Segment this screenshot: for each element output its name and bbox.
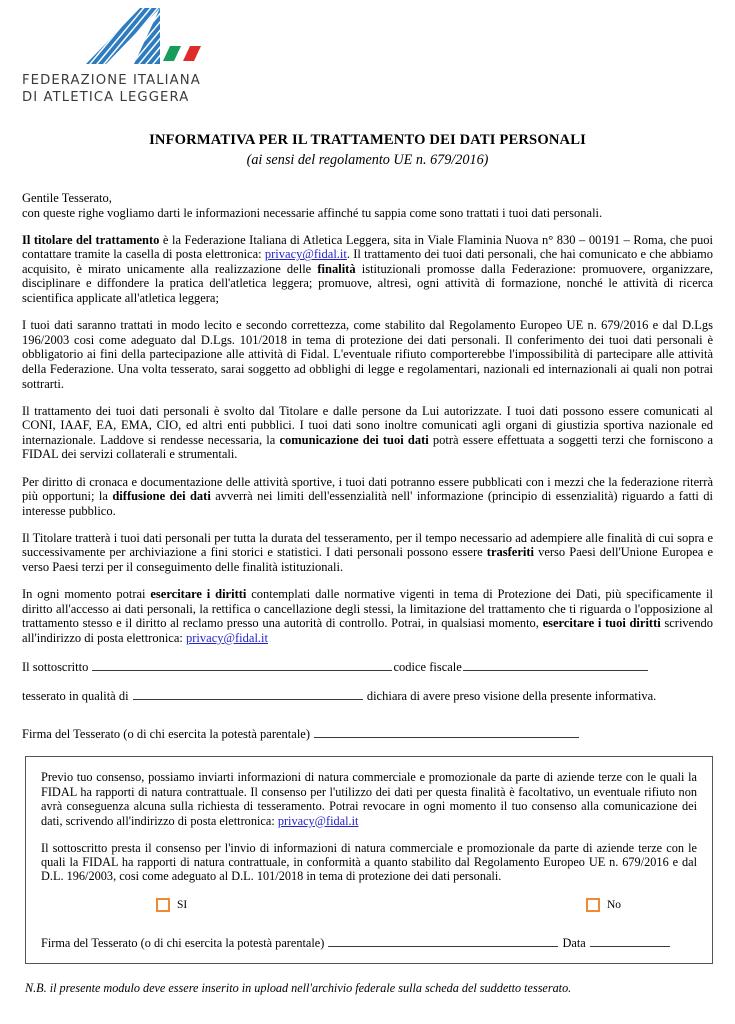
titolare-bold-lead: Il titolare del trattamento [22, 232, 160, 247]
checkbox-no-icon[interactable] [586, 898, 600, 912]
diritti-text-2: contemplati dalle normative vigenti in tema di Protezione dei Dati, più specificamente il diritto all'accesso ai dati personali, la rettifica o cancellazione degli stessi, la limitazione del trattamento che ti riguarda o l'opposizione al trattamento stesso e il diritto al reclamo presso una autorità di controllo. Potrai, in qualsiasi momento, [22, 587, 713, 631]
paragraph-diritti [22, 587, 713, 645]
paragraph-trattamento-lecito: I tuoi dati saranno trattati in modo lecito e secondo correttezza, come stabilito dal Regolamento Europeo UE n. 679/2016 e dal D.Lgs 196/2003 cosi come adeguato dal D.Lgs. 101/2018 in tema di protezione dei dati personali. Il conferimento dei tuoi dati personali è obbligatorio ai fini della partecipazione alle attività di Fidal. L'eventuale rifiuto comporterebbe l'impossibilità di partecipare alle attività della Federazione. Una volta tesserato, sarai soggetto ad obblighi di legge e regolamentari, nazionali ed internazionali ai quali non potrai sottrarti. [22, 318, 713, 391]
consent-intro-text: Previo tuo consenso, possiamo inviarti informazioni di natura commerciale e promozionale da parte di aziende terze con le quali la FIDAL ha rapporti di natura contrattuale. Il consenso per l'utilizzo dei dati per questa finalità è facoltativo, un eventuale rifiuto non avrà conseguenza alcuna sulla richiesta di tesseramento. Potrai revocare in ogni momento il tuo consenso alla comunicazione dei dati, scrivendo all'indirizzo di posta elettronica: [41, 770, 697, 828]
privacy-email-link-3[interactable]: privacy@fidal.it [277, 813, 359, 828]
consent-firma-input[interactable] [328, 936, 558, 947]
paragraph-conservazione [22, 531, 713, 575]
privacy-email-link-1[interactable]: privacy@fidal.it [264, 247, 347, 262]
titolare-text-3: istituzionali promosse dalla Federazione: promuovere, organizzare, disciplinare e diffondere la pratica dell'atletica leggera; promuove, altresì, ogni attività di formazione, nonché le attività di ricerca scientifica applicate all'atletica leggera; [22, 261, 714, 306]
form-row-qualita [22, 688, 713, 704]
comunicazione-text-1: Il trattamento dei tuoi dati personali è svolto dal Titolare e dalle persone da Lui autorizzate. I tuoi dati possono essere comunicati al CONI, IAAF, EA, EMA, CIO, ed altri enti pubblici. I tuoi dati sono inoltre comunicati agli organi di giustizia sportiva nazionale ed internazionale. Laddove si rendesse necessaria, la [22, 403, 713, 447]
paragraph-titolare [22, 233, 713, 306]
form-row-firma [22, 726, 713, 742]
checkbox-si-label: SI [177, 898, 188, 911]
conservazione-text-1: Il Titolare tratterà i tuoi dati personali per tutta la durata del tesseramento, per il tempo necessario ad adempiere alle finalità di cui sopra e successivamente per archiviazione a fini storici e statistici. I dati personali possono essere [22, 530, 713, 560]
diffusione-text-1: Per diritto di cronaca e documentazione delle attività sportive, i tuoi dati potranno essere pubblicati con i mezzi che la federazione riterrà più opportuni; la [22, 474, 713, 504]
firma-label: Firma del Tesserato (o di chi esercita la potestà parentale) [22, 727, 311, 742]
consent-option-yes[interactable] [156, 898, 187, 912]
page-subtitle: (ai sensi del regolamento UE n. 679/2016) [246, 152, 489, 168]
document-body [0, 191, 735, 742]
qualita-input[interactable] [133, 689, 363, 700]
codice-fiscale-input[interactable] [463, 660, 648, 671]
consent-box [25, 756, 713, 963]
consent-data-input[interactable] [590, 936, 670, 947]
form-row-sottoscritto [22, 659, 713, 675]
greeting-line1: Gentile Tesserato, [22, 191, 112, 205]
consent-declaration-paragraph: Il sottoscritto presta il consenso per l'invio di informazioni di natura commerciale e promozionale da parte di aziende terze con le quali la FIDAL ha rapporti di natura contrattuale, in conformità a quanto stabilito dal Regolamento Europeo UE n. 679/2016 e dal D.L. 196/2003, cosi come adeguato al D.L. 101/2018 in tema di protezione dei dati personali. [41, 840, 697, 884]
checkbox-no-label: No [607, 898, 622, 911]
page-title: INFORMATIVA PER IL TRATTAMENTO DEI DATI PERSONALI [149, 132, 586, 148]
logo-wordmark-line2: DI ATLETICA LEGGERA [22, 90, 190, 106]
codice-fiscale-label: codice fiscale [393, 660, 462, 675]
qualita-label: tesserato in qualità di [22, 689, 129, 704]
fidal-logo-mark [84, 8, 264, 70]
sottoscritto-input[interactable] [92, 660, 392, 671]
diritti-text-3: scrivendo all'indirizzo di posta elettronica: [22, 616, 713, 645]
diffusione-bold: diffusione dei dati [112, 489, 211, 504]
diffusione-text-2: avverrà nei limiti dell'essenzialità nell' informazione (principio di essenzialità) riguardo a fatti di interesse pubblico. [22, 489, 713, 518]
greeting-block [22, 191, 713, 220]
dichiara-label: dichiara di avere preso visione della presente informativa. [366, 689, 657, 704]
titolare-text-1: è la Federazione Italiana di Atletica Leggera, sita in Viale Flaminia Nuova n° 830 – 00191 – Roma, che puoi contattare tramite la casella di posta elettronica: [22, 232, 713, 262]
titolare-text-2: . Il trattamento dei tuoi dati personali, che hai comunicato e che abbiamo acquisito, è mirato unicamente alla realizzazione delle [22, 247, 714, 276]
consent-checkbox-row [41, 898, 697, 920]
consent-option-no[interactable] [586, 898, 621, 912]
greeting-line2: con queste righe vogliamo darti le informazioni necessarie affinché tu sappia come sono trattati i tuoi dati personali. [22, 205, 603, 220]
logo-graphic-icon [84, 8, 264, 70]
diritti-bold-2: esercitare i tuoi diritti [542, 616, 661, 631]
consent-intro-paragraph [41, 770, 697, 828]
conservazione-text-2: verso Paesi dell'Unione Europea e verso Paesi terzi per il conseguimento delle finalità istituzionali. [22, 545, 713, 574]
comunicazione-bold: comunicazione dei tuoi dati [279, 432, 429, 447]
paragraph-comunicazione [22, 404, 713, 462]
consent-firma-label: Firma del Tesserato (o di chi esercita la potestà parentale) [41, 935, 325, 950]
conservazione-bold: trasferiti [486, 545, 534, 560]
paragraph-diffusione [22, 475, 713, 519]
logo-wordmark [22, 72, 282, 107]
titolare-bold-finalita: finalità [317, 261, 356, 276]
diritti-bold-1: esercitare i diritti [150, 587, 247, 602]
privacy-email-link-2[interactable]: privacy@fidal.it [186, 630, 268, 645]
diritti-text-1: In ogni momento potrai [22, 587, 151, 602]
consent-data-label: Data [562, 935, 586, 950]
sottoscritto-label: Il sottoscritto [22, 660, 89, 675]
consent-signature-row [41, 936, 697, 951]
signature-form [22, 659, 713, 742]
document-header [0, 0, 735, 118]
comunicazione-text-2: potrà essere effettuata a soggetti terzi che forniscono a FIDAL dei servizi collaterali e strumentali. [22, 432, 713, 462]
logo-wordmark-line1: FEDERAZIONE ITALIANA [22, 73, 201, 88]
fidal-logo [22, 8, 282, 107]
footnote: N.B. il presente modulo deve essere inserito in upload nell'archivio federale sulla scheda del suddetto tesserato. [25, 980, 572, 995]
firma-input[interactable] [314, 727, 579, 738]
checkbox-si-icon[interactable] [156, 898, 170, 912]
